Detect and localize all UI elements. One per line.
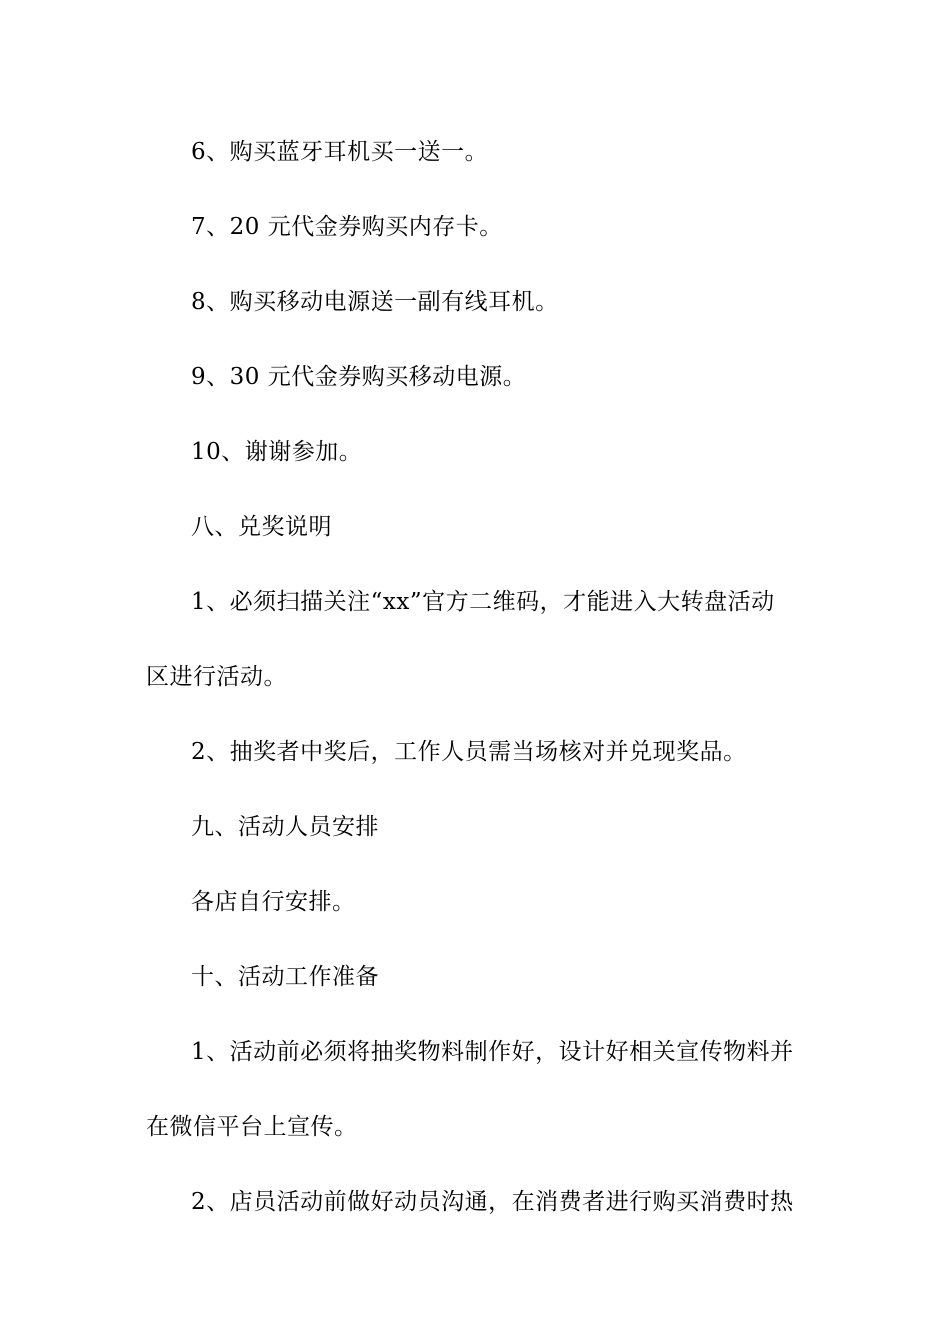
section-heading-preparation: 十、活动工作准备 — [191, 964, 379, 990]
text-line-prize-7: 7、20 元代金券购买内存卡。 — [191, 214, 503, 240]
text-line-preparation-1: 1、活动前必须将抽奖物料制作好，设计好相关宣传物料并 — [191, 1039, 794, 1065]
text-line-prize-6: 6、购买蓝牙耳机买一送一。 — [191, 139, 489, 165]
section-heading-staffing: 九、活动人员安排 — [191, 814, 379, 840]
section-heading-redemption: 八、兑奖说明 — [191, 514, 332, 540]
text-line-prize-8: 8、购买移动电源送一副有线耳机。 — [191, 289, 559, 315]
text-line-prize-10: 10、谢谢参加。 — [191, 439, 363, 465]
text-line-preparation-2: 2、店员活动前做好动员沟通，在消费者进行购买消费时热 — [191, 1189, 794, 1215]
text-line-redemption-1-cont: 区进行活动。 — [146, 664, 287, 690]
text-line-prize-9: 9、30 元代金券购买移动电源。 — [191, 364, 527, 390]
text-line-redemption-1: 1、必须扫描关注“xx”官方二维码，才能进入大转盘活动 — [191, 589, 775, 615]
text-line-staffing: 各店自行安排。 — [191, 889, 356, 915]
text-line-redemption-2: 2、抽奖者中奖后，工作人员需当场核对并兑现奖品。 — [191, 739, 747, 765]
text-line-preparation-1-cont: 在微信平台上宣传。 — [146, 1114, 358, 1140]
